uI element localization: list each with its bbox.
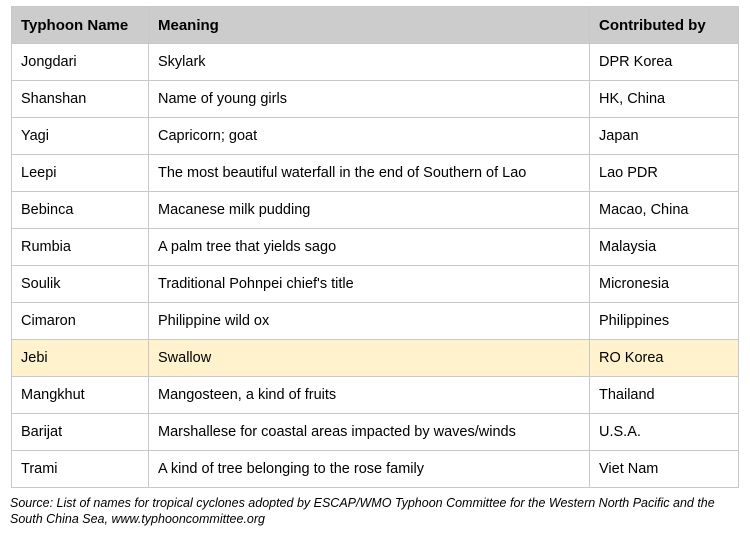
meaning-cell: Philippine wild ox (149, 303, 590, 340)
typhoon-names-table (11, 6, 739, 488)
meaning-cell: A palm tree that yields sago (149, 229, 590, 266)
meaning-cell: Macanese milk pudding (149, 192, 590, 229)
table-row (12, 414, 739, 451)
contributor-cell: Micronesia (590, 266, 739, 303)
meaning-cell: Swallow (149, 340, 590, 377)
table-row (12, 155, 739, 192)
typhoon-name-cell: Cimaron (12, 303, 149, 340)
typhoon-name-cell: Leepi (12, 155, 149, 192)
table-row (12, 44, 739, 81)
table-row (12, 303, 739, 340)
typhoon-name-cell: Barijat (12, 414, 149, 451)
typhoon-name-cell: Jongdari (12, 44, 149, 81)
contributor-cell: RO Korea (590, 340, 739, 377)
header-typhoon-name: Typhoon Name (12, 7, 149, 44)
table-row (12, 266, 739, 303)
typhoon-name-cell: Mangkhut (12, 377, 149, 414)
contributor-cell: Malaysia (590, 229, 739, 266)
contributor-cell: Viet Nam (590, 451, 739, 488)
header-contributed-by: Contributed by (590, 7, 739, 44)
table-header-row (12, 7, 739, 44)
typhoon-name-cell: Bebinca (12, 192, 149, 229)
meaning-cell: Capricorn; goat (149, 118, 590, 155)
typhoon-names-table-container (11, 6, 738, 488)
meaning-cell: Marshallese for coastal areas impacted by waves/winds (149, 414, 590, 451)
meaning-cell: A kind of tree belonging to the rose family (149, 451, 590, 488)
typhoon-name-cell: Rumbia (12, 229, 149, 266)
contributor-cell: Philippines (590, 303, 739, 340)
contributor-cell: HK, China (590, 81, 739, 118)
meaning-cell: Skylark (149, 44, 590, 81)
typhoon-name-cell: Yagi (12, 118, 149, 155)
contributor-cell: Macao, China (590, 192, 739, 229)
table-row (12, 192, 739, 229)
typhoon-name-cell: Soulik (12, 266, 149, 303)
meaning-cell: Name of young girls (149, 81, 590, 118)
contributor-cell: Lao PDR (590, 155, 739, 192)
contributor-cell: Thailand (590, 377, 739, 414)
contributor-cell: Japan (590, 118, 739, 155)
typhoon-name-cell: Trami (12, 451, 149, 488)
table-row (12, 377, 739, 414)
contributor-cell: DPR Korea (590, 44, 739, 81)
table-body (12, 44, 739, 488)
table-row (12, 81, 739, 118)
meaning-cell: The most beautiful waterfall in the end of Southern of Lao (149, 155, 590, 192)
table-row (12, 451, 739, 488)
typhoon-name-cell: Jebi (12, 340, 149, 377)
table-row (12, 118, 739, 155)
typhoon-name-cell: Shanshan (12, 81, 149, 118)
header-meaning: Meaning (149, 7, 590, 44)
source-note: Source: List of names for tropical cyclones adopted by ESCAP/WMO Typhoon Committee for the Western North Pacific and the South China Sea, www.typhooncommittee.org (10, 496, 715, 526)
meaning-cell: Mangosteen, a kind of fruits (149, 377, 590, 414)
table-row (12, 340, 739, 377)
contributor-cell: U.S.A. (590, 414, 739, 451)
table-row (12, 229, 739, 266)
meaning-cell: Traditional Pohnpei chief's title (149, 266, 590, 303)
